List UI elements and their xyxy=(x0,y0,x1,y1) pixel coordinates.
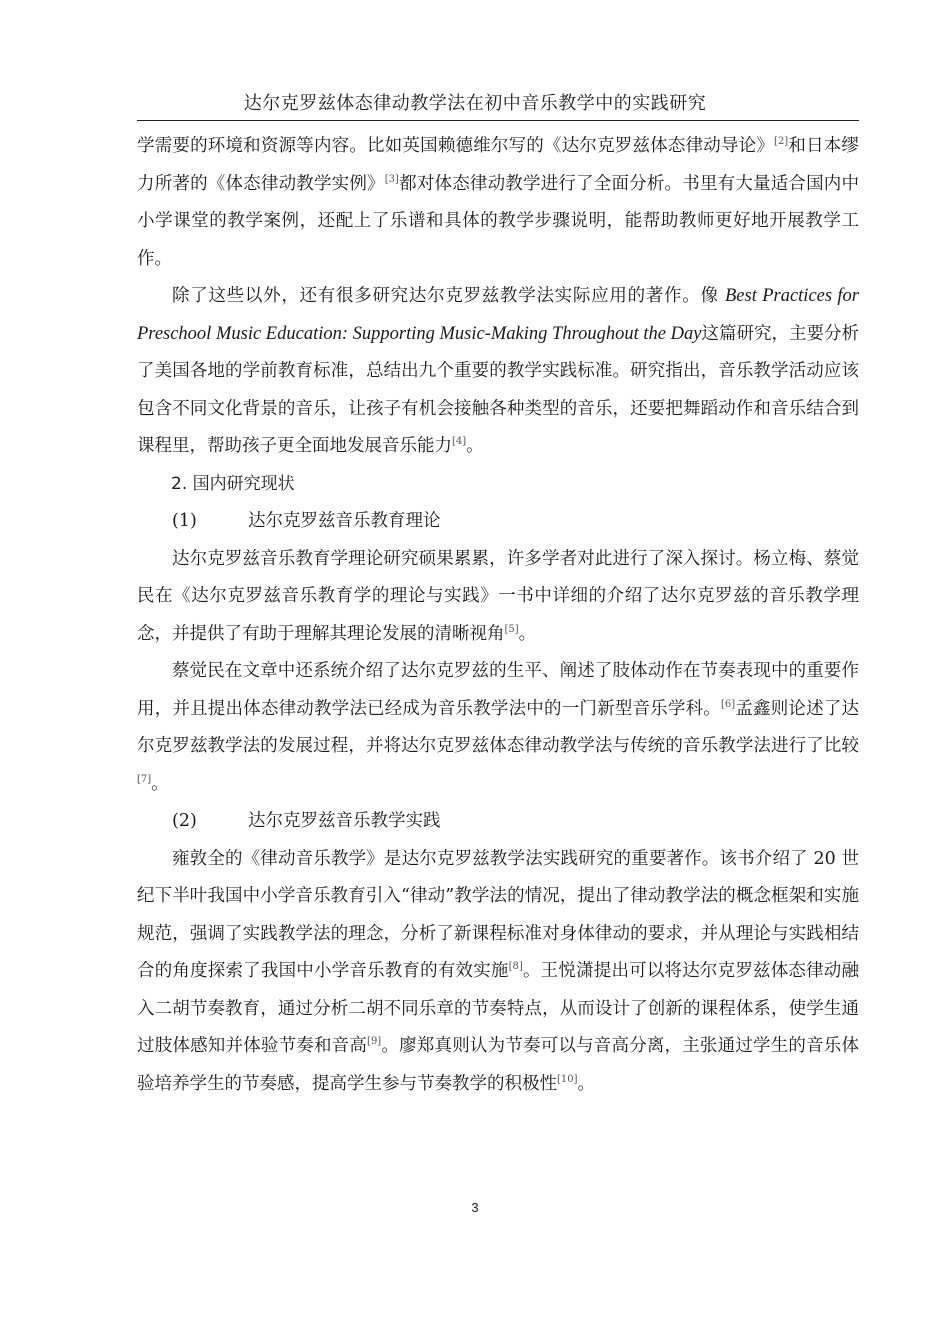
header-rule xyxy=(137,120,859,121)
page-number: 3 xyxy=(471,1200,479,1215)
subsection-title: 达尔克罗兹音乐教学实践 xyxy=(248,811,441,831)
subsection-heading-theory xyxy=(137,503,859,541)
document-body xyxy=(137,128,859,1103)
text-run: 除了这些以外，还有很多研究达尔克罗兹教学法实际应用的著作。像 xyxy=(172,286,719,306)
text-run: 孟鑫则论述了达尔克罗兹教学法的发展过程，并将达尔克罗兹体态律动教学法与传统的音乐教学法进行了比较 xyxy=(137,698,860,756)
subsection-number: (2) xyxy=(172,811,197,831)
running-header: 达尔克罗兹体态律动教学法在初中音乐教学中的实践研究 xyxy=(243,93,707,114)
english-book-title: Best Practices for Preschool Music Education: Supporting Music-Making Throughout the Day xyxy=(137,286,859,344)
text-run: 。 xyxy=(151,773,169,794)
subsection-number: (1) xyxy=(172,511,197,531)
text-run: 蔡觉民在文章中还系统介绍了达尔克罗兹的生平、阐述了肢体动作在节奏表现中的重要作用，并且提出体态律动教学法已经成为音乐教学法中的一门新型音乐学科。 xyxy=(137,661,859,719)
paragraph-practice-research xyxy=(137,841,859,1104)
paragraph-theory-details xyxy=(137,653,859,803)
paragraph-intro-continuation xyxy=(137,128,859,278)
text-run: 雍敦全的《律动音乐教学》是达尔克罗兹教学法实践研究的重要著作。该书介绍了 20 世纪下半叶我国中小学音乐教育引入“律动”教学法的情况，提出了律动教学法的概念框架和实施规范，强调了实践教学法的理念，分析了新课程标准对身体律动的要求，并从理论与实践相结合的角度探索了我国中小学音乐教育的有效实施 xyxy=(137,848,859,981)
paragraph-theory-research xyxy=(137,541,859,654)
subsection-title: 达尔克罗兹音乐教育理论 xyxy=(248,511,441,531)
text-run: 。 xyxy=(518,623,537,644)
text-run: 。廖郑真则认为节奏可以与音高分离，主张通过学生的音乐体验培养学生的节奏感，提高学生参与节奏教学的积极性 xyxy=(137,1036,860,1094)
citation-ref: [4] xyxy=(452,436,467,447)
citation-ref: [8] xyxy=(508,961,523,972)
text-run: 这篇研究，主要分析了美国各地的学前教育标准，总结出九个重要的教学实践标准。研究指出，音乐教学活动应该包含不同文化背景的音乐，让孩子有机会接触各种类型的音乐，还要把舞蹈动作和音乐结合到课程里，帮助孩子更全面地发展音乐能力 xyxy=(137,323,860,456)
citation-ref: [6] xyxy=(720,698,736,710)
citation-ref: [3] xyxy=(384,173,399,185)
citation-ref: [7] xyxy=(137,773,152,785)
text-run: 达尔克罗兹音乐教育学理论研究硕果累累，许多学者对此进行了深入探讨。杨立梅、蔡觉民在《达尔克罗兹音乐教育学的理论与实践》一书中详细的介绍了达尔克罗兹的音乐教学理念，并提供了有助于理解其理论发展的清晰视角 xyxy=(137,548,859,644)
citation-ref: [9] xyxy=(367,1036,382,1047)
text-run: 。 xyxy=(577,1073,596,1094)
subsection-heading-practice xyxy=(137,803,859,841)
text-run: 。王悦潇提出可以将达尔克罗兹体态律动融入二胡节奏教育，通过分析二胡不同乐章的节奏特点，从而设计了创新的课程体系，使学生通过肢体感知并体验节奏和音高 xyxy=(137,961,859,1056)
citation-ref: [2] xyxy=(774,136,789,147)
section-heading: 2. 国内研究现状 xyxy=(171,473,295,494)
text-run: 学需要的环境和资源等内容。比如英国赖德维尔写的《达尔克罗兹体态律动导论》 xyxy=(137,136,775,156)
paragraph-foreign-works xyxy=(137,278,859,466)
text-run: 。 xyxy=(466,436,484,456)
citation-ref: [10] xyxy=(557,1073,578,1085)
text-run: 和日本缪力所著的《体态律动教学实例》 xyxy=(137,136,860,194)
citation-ref: [5] xyxy=(504,623,519,635)
text-run: 都对体态律动教学进行了全面分析。书里有大量适合国内中小学课堂的教学案例，还配上了乐谱和具体的教学步骤说明，能帮助教师更好地开展教学工作。 xyxy=(137,173,860,269)
